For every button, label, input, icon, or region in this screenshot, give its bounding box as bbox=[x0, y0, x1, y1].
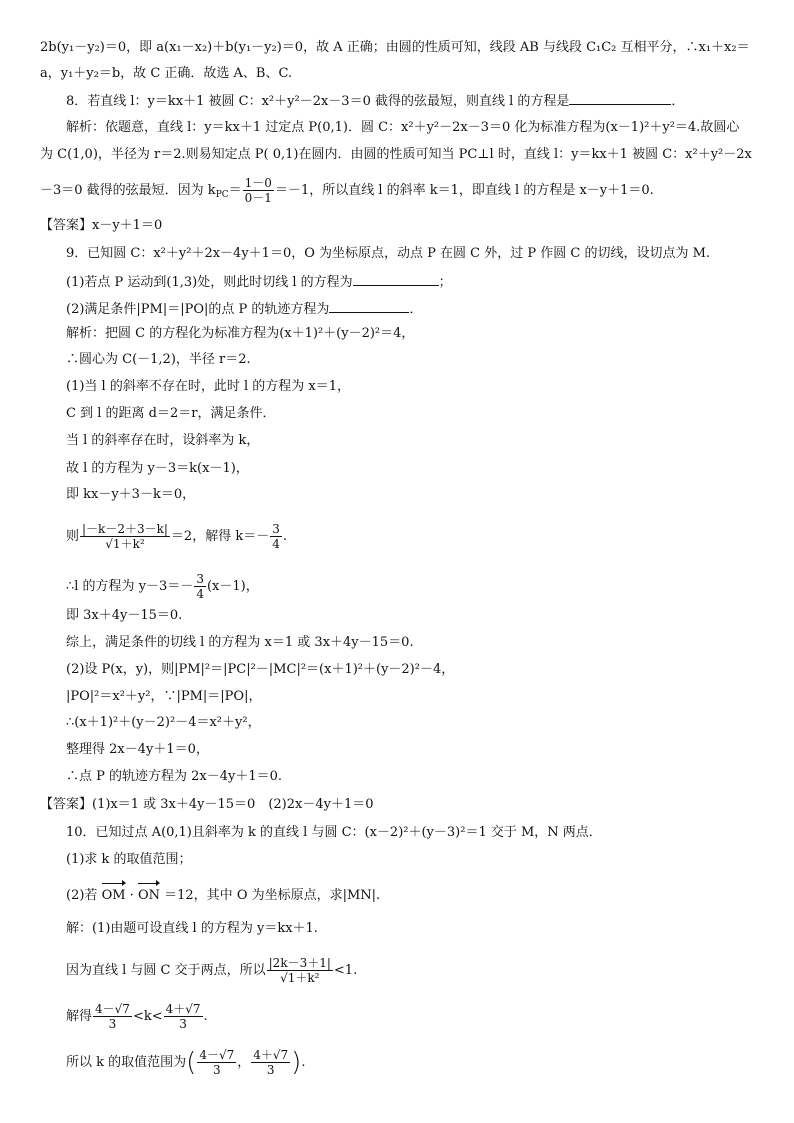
answer-blank bbox=[329, 298, 409, 313]
fraction: $\frac{3}{4}$ bbox=[272, 522, 280, 551]
text-line: (2)满足条件|PM|＝|PO|的点 P 的轨迹方程为 ． bbox=[0, 298, 794, 320]
text-line: 即 3x＋4y－15＝0. bbox=[66, 608, 183, 623]
text-line: －3＝0 截得的弦最短．因为 $k_{PC}=$ $\frac{1-0}{0-1}$ ＝－1，所以直线 l 的斜率 k＝1，即直线 l 的方程是 x－y＋1＝0. bbox=[40, 176, 654, 205]
text-line: 解得 $\frac{4-√7}{3}$ <k< $\frac{4+√7}{3}$ . bbox=[66, 1002, 208, 1031]
text-line: 故 l 的方程为 y－3＝k(x－1)， bbox=[66, 461, 249, 476]
text-line: (1)求 k 的取值范围； bbox=[66, 852, 192, 867]
text-line: ∴l 的方程为 y－3＝－ $\frac{3}{4}$ (x－1)， bbox=[66, 572, 259, 601]
text-line: (2)设 P(x，y)，则|PM|²＝|PC|²－|MC|²＝(x＋1)²＋(y－2)²－4， bbox=[66, 662, 455, 677]
text-line: 即 kx－y＋3－k＝0， bbox=[66, 487, 196, 502]
text-line: 当 l 的斜率存在时，设斜率为 k， bbox=[66, 433, 260, 448]
question-8: 8．若直线 l：y＝kx＋1 被圆 C：x²＋y²－2x－3＝0 截得的弦最短，则直线 l 的方程是 ． bbox=[0, 90, 794, 112]
text-line: |PO|²＝x²＋y²，∵|PM|＝|PO|， bbox=[66, 689, 262, 704]
fraction: $\frac{4+√7}{3}$ bbox=[253, 1048, 289, 1077]
text-line: 则 $\frac{|-k-2+3-k|}{\text{√1＋k²}}$ ＝2，解得 k＝－ $\frac{3}{4}$ . bbox=[66, 522, 287, 551]
text-line: 解：(1)由题可设直线 l 的方程为 y＝kx＋1. bbox=[66, 921, 318, 936]
answer-8: 【答案】x－y＋1＝0 bbox=[40, 218, 163, 233]
vector-om: OM bbox=[102, 880, 126, 906]
fraction: $\frac{|-k-2+3-k|}{\text{√1＋k²}}$ bbox=[82, 522, 168, 551]
text-line: ∴(x＋1)²＋(y－2)²－4＝x²＋y²， bbox=[66, 715, 261, 730]
text-line: 为 C(1,0)，半径为 r＝2.则易知定点 P( 0,1)在圆内．由圆的性质可知当 PC⊥l 时，直线 l：y＝kx＋1 被圆 C：x²＋y²－2x bbox=[40, 147, 752, 162]
text-line: 解析：把圆 C 的方程化为标准方程为(x＋1)²＋(y－2)²＝4， bbox=[66, 326, 415, 341]
text-line: 整理得 2x－4y＋1＝0， bbox=[66, 742, 209, 757]
text-line: ∴点 P 的轨迹方程为 2x－4y＋1＝0. bbox=[66, 769, 283, 784]
fraction: $\frac{4+√7}{3}$ bbox=[165, 1002, 201, 1031]
text-line: (1)当 l 的斜率不存在时，此时 l 的方程为 x＝1， bbox=[66, 379, 350, 394]
text-line: 2b(y₁－y₂)＝0，即 a(x₁－x₂)＋b(y₁－y₂)＝0，故 A 正确；由圆的性质可知，线段 AB 与线段 C₁C₂ 互相平分，∴x₁＋x₂＝ bbox=[40, 40, 750, 55]
fraction: $\frac{1-0}{0-1}$ bbox=[244, 176, 272, 205]
fraction: $\frac{4-√7}{3}$ bbox=[199, 1048, 235, 1077]
fraction: $\frac{|2k-3+1|}{\text{√1＋k²}}$ bbox=[268, 956, 331, 985]
vector-on: ON bbox=[138, 880, 160, 906]
answer-9: 【答案】(1)x＝1 或 3x＋4y－15＝0 (2)2x－4y＋1＝0 bbox=[40, 797, 374, 812]
question-9: 9．已知圆 C：x²＋y²＋2x－4y＋1＝0，O 为坐标原点，动点 P 在圆 C 外，过 P 作圆 C 的切线，设切点为 M. bbox=[66, 246, 711, 261]
question-10: 10．已知过点 A(0,1)且斜率为 k 的直线 l 与圆 C：(x－2)²＋(y－3)²＝1 交于 M，N 两点． bbox=[66, 825, 602, 840]
answer-blank bbox=[353, 271, 439, 286]
fraction: $\frac{4-√7}{3}$ bbox=[95, 1002, 130, 1031]
text-line: 所以 k 的取值范围为( $\frac{4-√7}{3}$ ， $\frac{4+√7}{3}$ ). bbox=[66, 1047, 306, 1078]
answer-blank bbox=[569, 90, 671, 105]
fraction: $\frac{3}{4}$ bbox=[196, 572, 204, 601]
text-line: C 到 l 的距离 d＝2＝r，满足条件． bbox=[66, 406, 276, 421]
text-line: a，y₁＋y₂＝b，故 C 正确．故选 A、B、C. bbox=[40, 66, 293, 81]
text-line: ∴圆心为 C(－1,2)，半径 r＝2. bbox=[66, 352, 251, 367]
text-line: 解析：依题意，直线 l：y＝kx＋1 过定点 P(0,1)．圆 C：x²＋y²－2x－3＝0 化为标准方程为(x－1)²＋y²＝4.故圆心 bbox=[66, 120, 740, 135]
text-line: 综上，满足条件的切线 l 的方程为 x＝1 或 3x＋4y－15＝0. bbox=[66, 635, 414, 650]
text-line: (2)若 OM · ON ＝12，其中 O 为坐标原点，求|MN|. bbox=[0, 880, 794, 906]
text-line: (1)若点 P 运动到(1,3)处，则此时切线 l 的方程为 ； bbox=[0, 271, 794, 293]
text-line: 因为直线 l 与圆 C 交于两点，所以 $\frac{|2k-3+1|}{\text{√1＋k²}}$ <1. bbox=[66, 956, 358, 985]
